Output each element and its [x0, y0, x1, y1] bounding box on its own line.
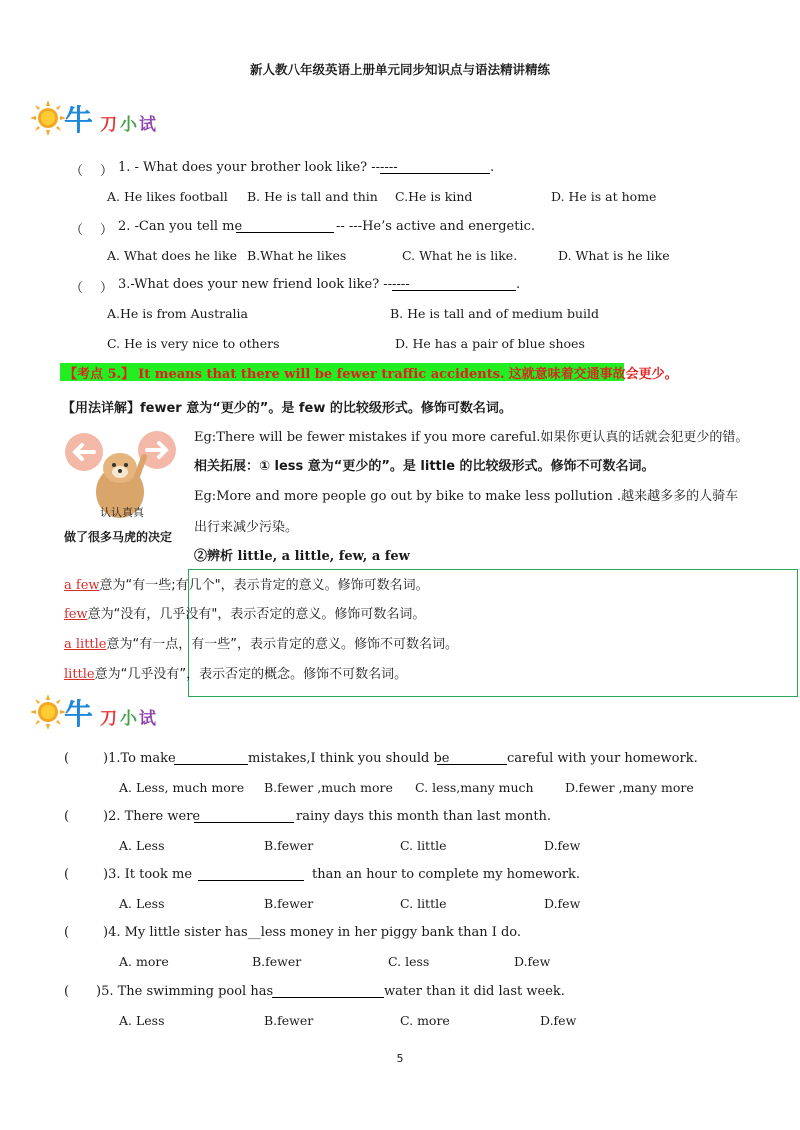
q2-5-text-b: water than it did last week. — [384, 984, 565, 999]
kaodian-chinese: 这就意味着交通事故会更少。 — [508, 367, 678, 382]
q1-option-a: A. He likes football — [107, 189, 228, 204]
q2-option-c: C. What he is like. — [402, 248, 518, 263]
q2-3-text-b: than an hour to complete my homework. — [312, 867, 581, 882]
q2-4-option-c: C. less — [388, 954, 430, 969]
q2-3-option-c: C. little — [400, 896, 447, 911]
meme-caption-1: 认认真真 — [100, 506, 144, 519]
logo-char-1: 牛 — [64, 697, 94, 731]
kaodian-highlight — [60, 363, 678, 382]
q2-1-option-d: D.fewer ,many more — [565, 780, 694, 795]
q2-2-text-a: )2. There were — [103, 809, 201, 824]
page-header: 新人教八年级英语上册单元同步知识点与语法精讲精练 — [249, 62, 550, 77]
q2-option-b: B.What he likes — [247, 248, 347, 263]
q2-1-option-a: A. Less, much more — [119, 780, 245, 795]
q2-3-option-a: A. Less — [119, 896, 165, 911]
q2-2-option-b: B.fewer — [264, 838, 314, 853]
usage-example-2-line2: 出行来减少污染。 — [194, 520, 299, 535]
q2-2-paren: ( — [64, 809, 70, 824]
q3-option-c: C. He is very nice to others — [107, 336, 280, 351]
q2-3-blank[interactable] — [198, 868, 304, 881]
logo-char-2: 刀 — [100, 115, 117, 135]
meme-caption-2: 做了很多马虎的决定 — [64, 530, 173, 544]
q2-4-option-b: B.fewer — [252, 954, 302, 969]
logo-char-1: 牛 — [64, 103, 94, 137]
q3-option-d: D. He has a pair of blue shoes — [395, 336, 585, 351]
usage-example-2-line1: Eg:More and more people go out by bike to make less pollution .越来越多多的人骑车 — [194, 489, 739, 504]
q3-end: . — [516, 277, 521, 292]
usage-heading: 【用法详解】fewer 意为“更少的”。是 few 的比较级形式。修饰可数名词。 — [62, 401, 512, 416]
q1-blank[interactable] — [380, 161, 490, 174]
q3-paren-close: ） — [100, 281, 114, 296]
q2-text-b: -- ---He’s active and energetic. — [336, 219, 536, 234]
def-few — [64, 603, 425, 622]
q2-paren-close: ） — [100, 223, 114, 238]
q2-1-text-b: mistakes,I think you should be — [248, 751, 450, 766]
q2-5-paren: ( — [64, 984, 70, 999]
meme-picture — [62, 422, 184, 522]
sun-icon — [30, 100, 66, 136]
q2-5-option-d: D.few — [540, 1013, 577, 1028]
q2-1-text-c: careful with your homework. — [507, 751, 698, 766]
q2-5-option-c: C. more — [400, 1013, 450, 1028]
q2-option-a: A. What does he like — [107, 248, 238, 263]
usage-example-1: Eg:There will be fewer mistakes if you more careful.如果你更认真的话就会犯更少的错。 — [194, 430, 749, 445]
section-logo — [30, 98, 160, 138]
def-term: a few — [64, 578, 100, 593]
def-text: 意为“有一点，有一些”，表示肯定的意义。修饰不可数名词。 — [106, 637, 458, 652]
q1-end: . — [490, 160, 495, 175]
q2-2-option-c: C. little — [400, 838, 447, 853]
q2-4-paren: ( — [64, 925, 70, 940]
q1-option-d: D. He is at home — [551, 189, 657, 204]
logo-char-2: 刀 — [100, 709, 117, 729]
q2-1-option-c: C. less,many much — [415, 780, 534, 795]
q2-2-option-a: A. Less — [119, 838, 165, 853]
sun-icon — [30, 694, 66, 730]
def-a-little — [64, 633, 458, 652]
q1-option-b: B. He is tall and thin — [247, 189, 378, 204]
q2-1-blank-1[interactable] — [174, 752, 248, 765]
logo-char-3: 小 — [120, 115, 137, 135]
q2-3-paren: ( — [64, 867, 70, 882]
q1-paren-close: ） — [100, 164, 114, 179]
q2-3-option-d: D.few — [544, 896, 581, 911]
def-a-few — [64, 574, 429, 593]
usage-bianxi: ②辨析 little, a little, few, a few — [194, 549, 410, 564]
q2-text-a: 2. -Can you tell me — [118, 219, 243, 234]
q2-3-text-a: )3. It took me — [103, 867, 193, 882]
q3-text: 3.-What does your new friend look like? ------ — [118, 277, 410, 292]
def-term: a little — [64, 637, 107, 652]
kaodian-english: It means that there will be fewer traffic accidents. — [138, 367, 505, 382]
q1-option-c: C.He is kind — [395, 189, 473, 204]
q2-1-blank-2[interactable] — [437, 752, 507, 765]
q2-2-text-b: rainy days this month than last month. — [296, 809, 552, 824]
logo-char-3: 小 — [120, 709, 137, 729]
def-text: 意为“几乎没有”，表示否定的概念。修饰不可数名词。 — [94, 667, 408, 682]
q2-1-text-a: )1.To make — [103, 751, 176, 766]
logo-char-4: 试 — [139, 709, 156, 729]
q2-3-option-b: B.fewer — [264, 896, 314, 911]
def-text: 意为“有一些;有几个"，表示肯定的意义。修饰可数名词。 — [99, 578, 429, 593]
q2-5-option-b: B.fewer — [264, 1013, 314, 1028]
q2-2-blank[interactable] — [194, 810, 294, 823]
def-little — [64, 663, 407, 682]
q2-option-d: D. What is he like — [558, 248, 670, 263]
usage-related: 相关拓展：① less 意为“更少的”。是 little 的比较级形式。修饰不可数名词。 — [194, 459, 655, 474]
q2-4-option-a: A. more — [119, 954, 169, 969]
q2-1-paren: ( — [64, 751, 70, 766]
q2-5-blank[interactable] — [272, 985, 384, 998]
q1-paren-open: （ — [70, 164, 84, 179]
def-text: 意为“没有，几乎没有"，表示否定的意义。修饰可数名词。 — [87, 607, 426, 622]
q1-text: 1. - What does your brother look like? ------ — [118, 160, 398, 175]
q3-option-b: B. He is tall and of medium build — [390, 306, 600, 321]
q3-blank[interactable] — [392, 278, 516, 291]
def-term: few — [64, 607, 88, 622]
q3-paren-open: （ — [70, 281, 84, 296]
q2-1-option-b: B.fewer ,much more — [264, 780, 393, 795]
q2-blank[interactable] — [236, 220, 334, 233]
kaodian-label: 【考点 5.】 — [64, 367, 135, 382]
q2-paren-open: （ — [70, 223, 84, 238]
page-number: 5 — [396, 1052, 404, 1065]
q2-5-text-a: )5. The swimming pool has — [96, 984, 274, 999]
def-term: little — [64, 667, 95, 682]
section-logo-2 — [30, 692, 160, 732]
q2-4-option-d: D.few — [514, 954, 551, 969]
logo-char-4: 试 — [139, 115, 156, 135]
q2-5-option-a: A. Less — [119, 1013, 165, 1028]
q2-2-option-d: D.few — [544, 838, 581, 853]
q3-option-a: A.He is from Australia — [107, 306, 249, 321]
q2-4-text: )4. My little sister has__less money in her piggy bank than I do. — [103, 925, 522, 940]
meme-image — [62, 422, 184, 522]
